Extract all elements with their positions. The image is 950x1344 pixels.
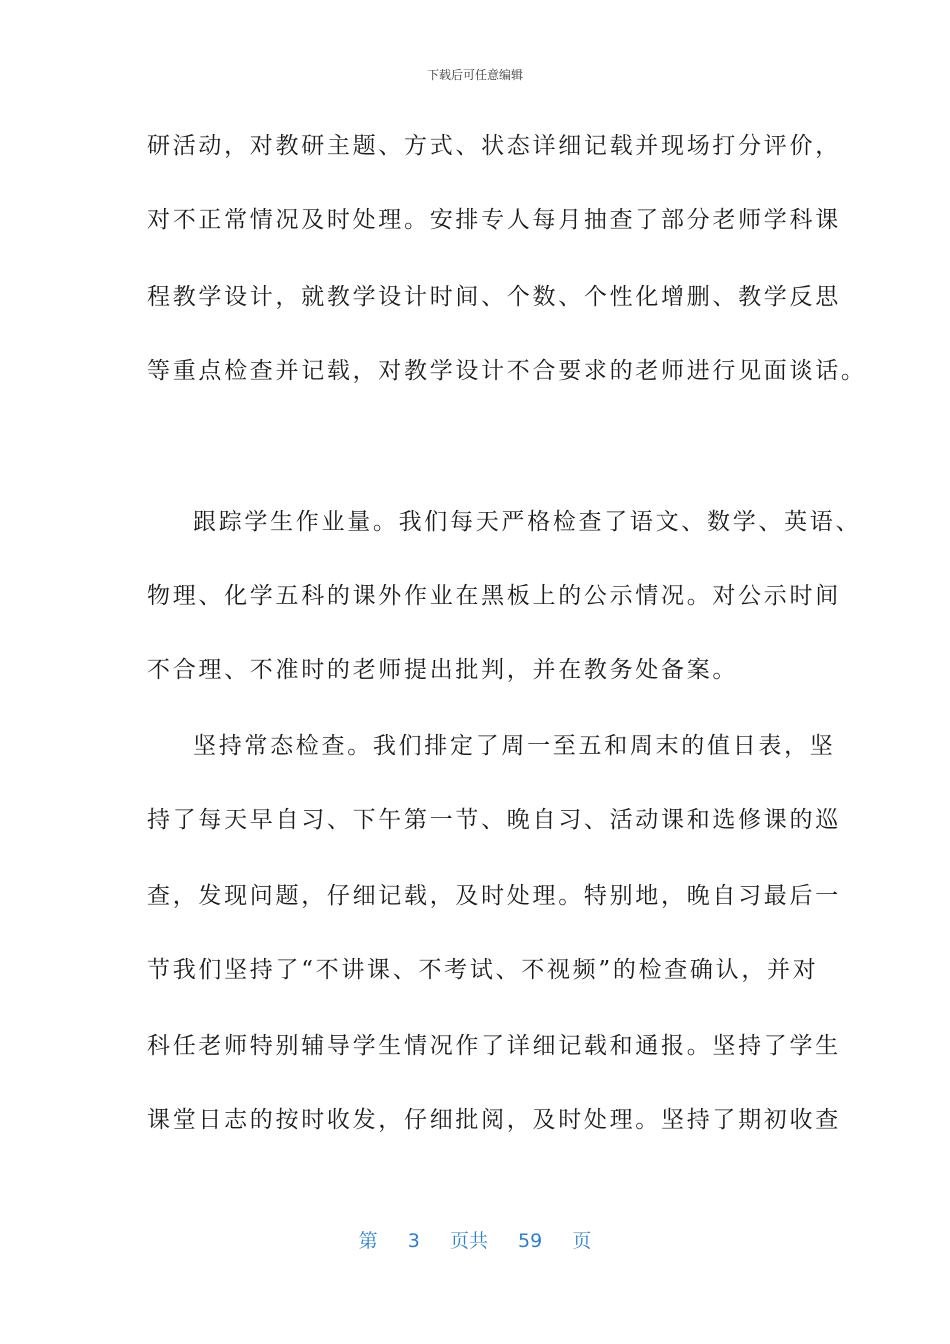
paragraph-line: 研活动，对教研主题、方式、状态详细记载并现场打分评价， bbox=[147, 133, 841, 159]
paragraph-line: 节我们坚持了“不讲课、不考试、不视频”的检查确认，并对 bbox=[147, 957, 819, 983]
paragraph-line: 等重点检查并记载，对教学设计不合要求的老师进行见面谈话。 bbox=[147, 358, 867, 384]
header-note: 下载后可任意编辑 bbox=[426, 68, 523, 82]
paragraph-line: 跟踪学生作业量。我们每天严格检查了语文、数学、英语、 bbox=[193, 509, 862, 535]
page-label-mid: 页共 bbox=[449, 1230, 488, 1252]
page-label-suffix: 页 bbox=[572, 1230, 592, 1252]
paragraph-line: 持了每天早自习、下午第一节、晚自习、活动课和选修课的巡 bbox=[147, 807, 841, 833]
page-footer bbox=[0, 1226, 950, 1253]
current-page-number: 3 bbox=[407, 1230, 420, 1252]
paragraph-line: 科任老师特别辅导学生情况作了详细记载和通报。坚持了学生 bbox=[147, 1033, 841, 1059]
page-label-prefix: 第 bbox=[358, 1230, 378, 1252]
paragraph-line: 课堂日志的按时收发，仔细批阅，及时处理。坚持了期初收查 bbox=[147, 1107, 841, 1133]
total-pages-number: 59 bbox=[518, 1230, 543, 1252]
paragraph-line: 查，发现问题，仔细记载，及时处理。特别地，晚自习最后一 bbox=[147, 883, 841, 909]
paragraph-line: 坚持常态检查。我们排定了周一至五和周末的值日表，坚 bbox=[193, 733, 836, 759]
paragraph-line: 对不正常情况及时处理。安排专人每月抽查了部分老师学科课 bbox=[147, 207, 841, 233]
paragraph-line: 程教学设计，就教学设计时间、个数、个性化增删、教学反思 bbox=[147, 284, 841, 310]
paragraph-line: 物理、化学五科的课外作业在黑板上的公示情况。对公示时间 bbox=[147, 583, 841, 609]
paragraph-line: 不合理、不准时的老师提出批判，并在教务处备案。 bbox=[147, 657, 739, 683]
